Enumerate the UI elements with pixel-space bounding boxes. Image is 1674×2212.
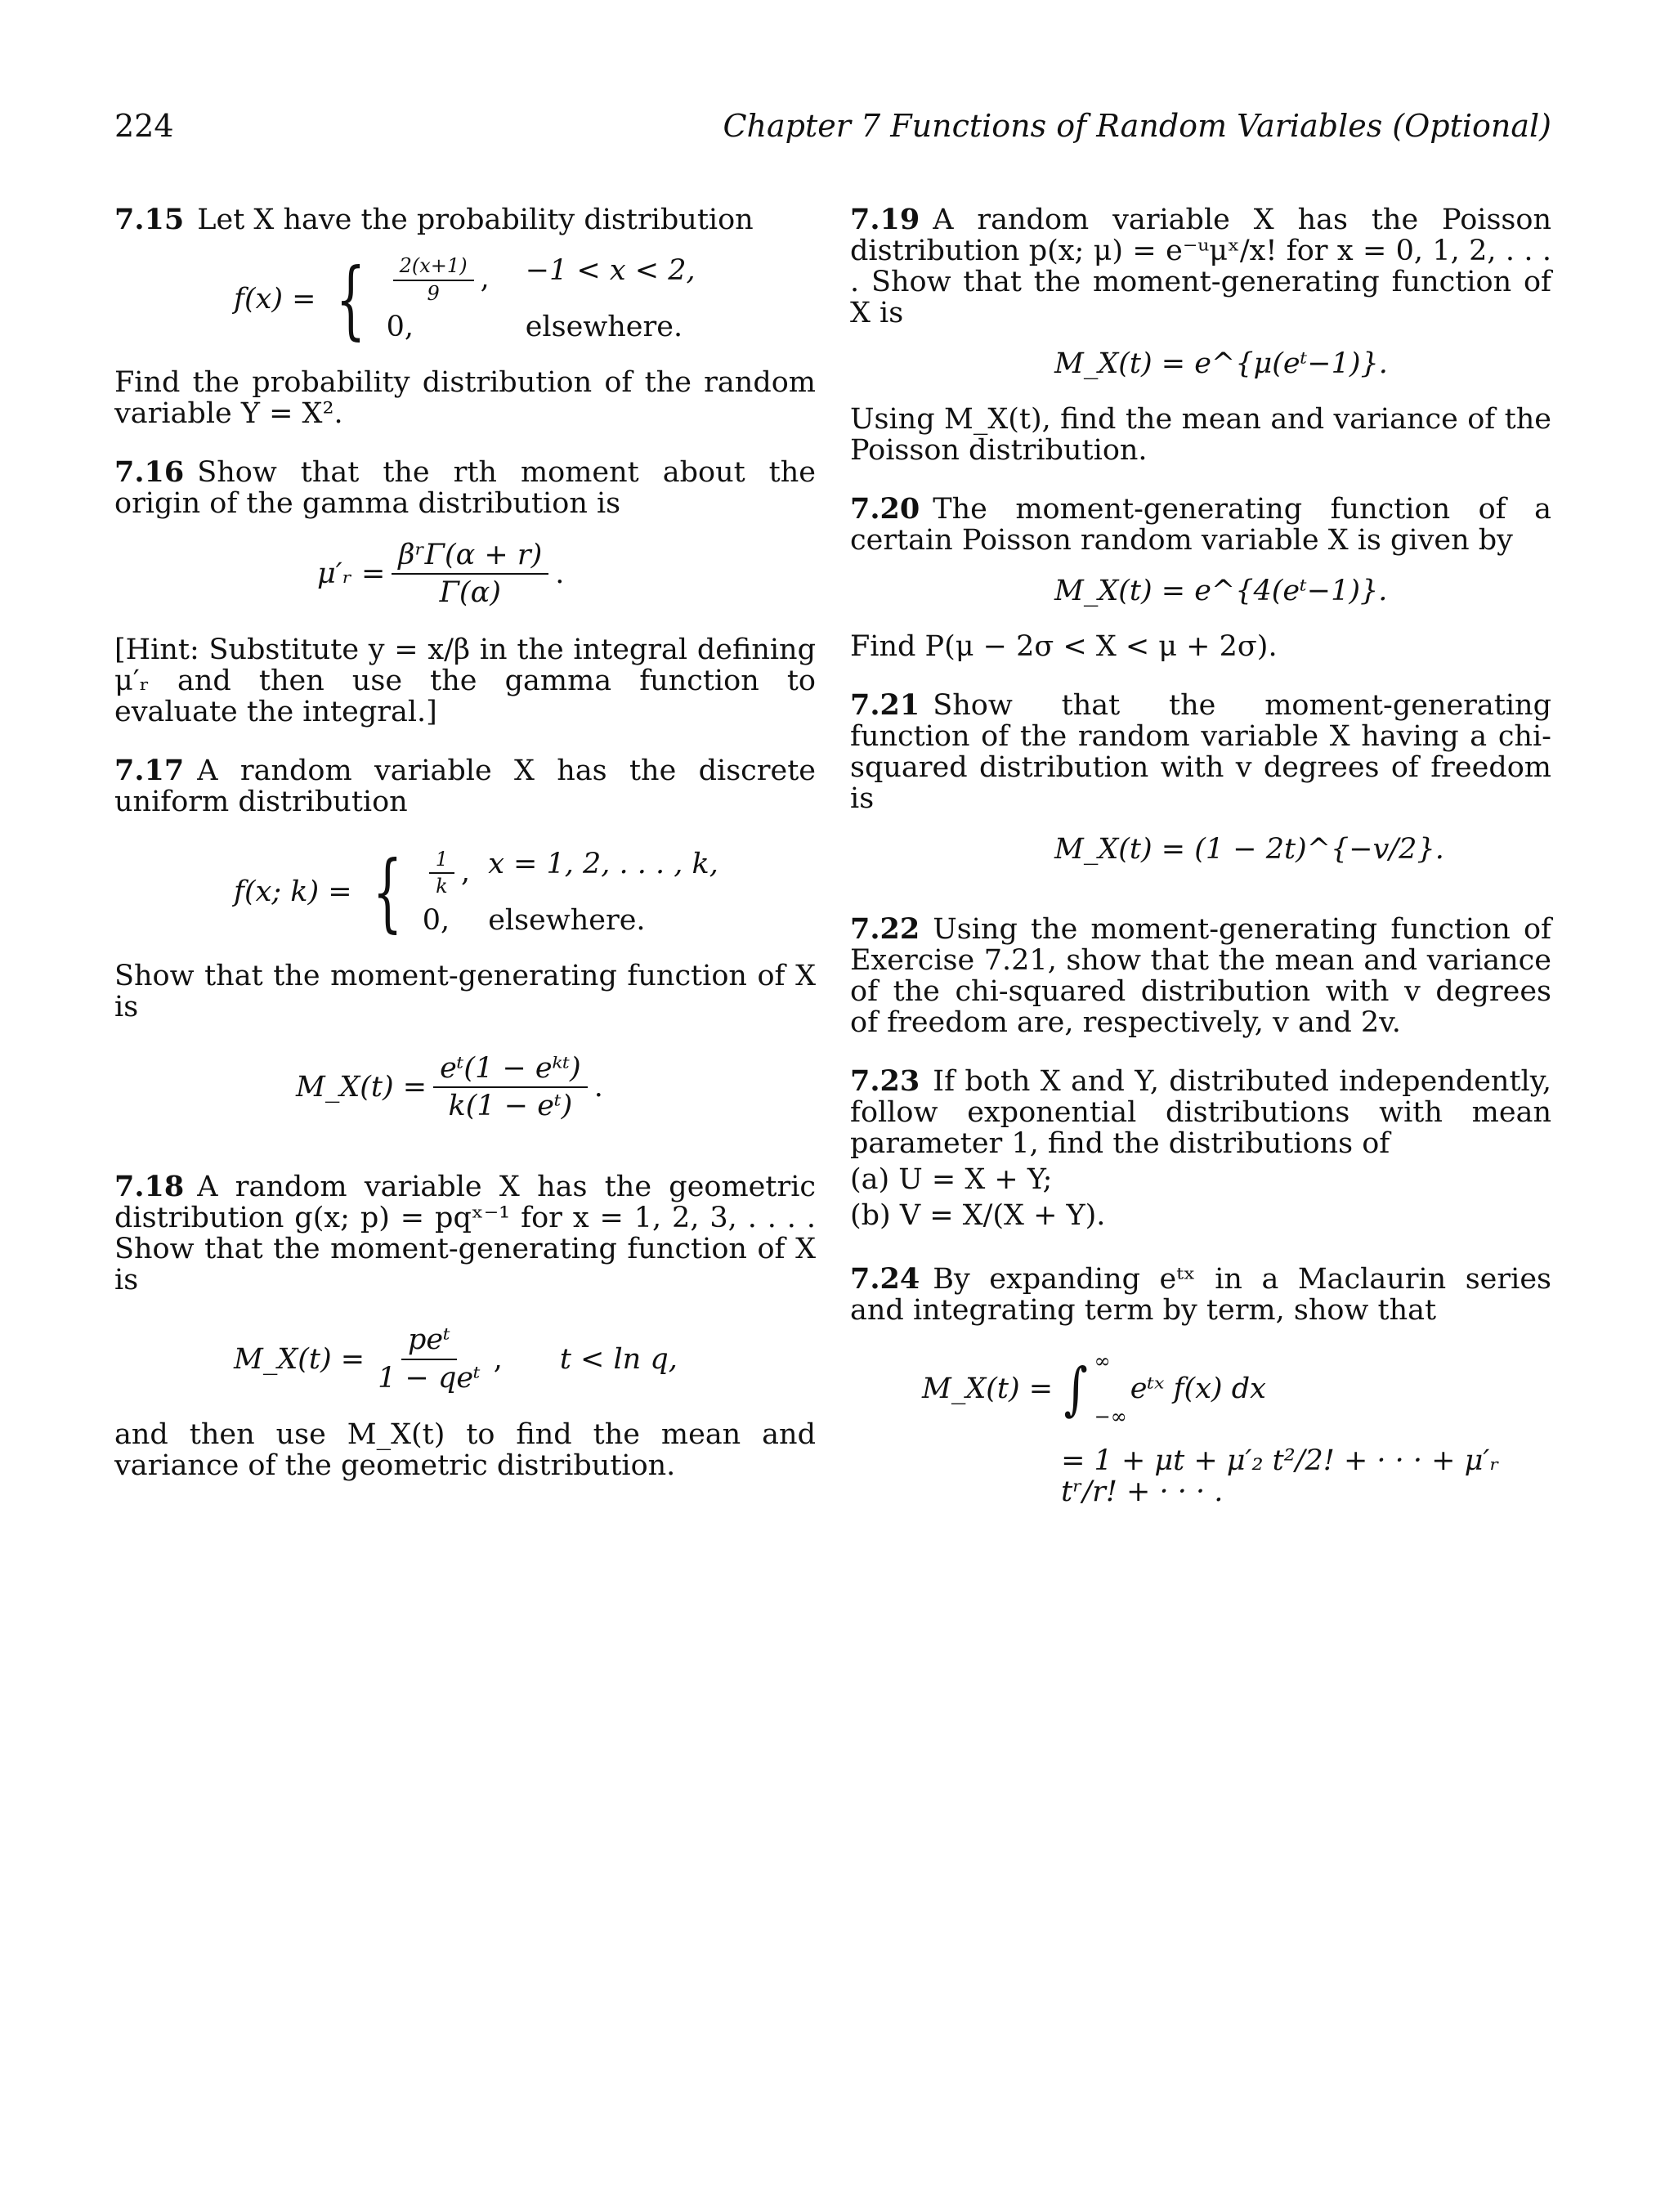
equation-lhs: M_X(t) = <box>296 1071 427 1104</box>
numerator: βʳΓ(α + r) <box>392 539 548 575</box>
denominator: 1 − qeᵗ <box>378 1361 481 1395</box>
cases: $\frac{2(x+1)}{9}$ , −1 < x < 2, 0, elsewhere. <box>386 254 696 344</box>
exercise-number: 7.18 <box>114 1170 185 1204</box>
exercise-number: 7.19 <box>850 203 920 236</box>
fraction <box>371 1323 487 1395</box>
mgf-equation <box>1054 834 1551 865</box>
exercise-text: A random variable X has the discrete uniform distribution <box>114 754 816 818</box>
exercise-text: If both X and Y, distributed independently, follow exponential distributions with mean parameter 1, find the distributions of <box>850 1065 1551 1160</box>
integral-lower: −∞ <box>1094 1405 1127 1428</box>
left-brace: { <box>336 249 366 349</box>
numerator: 2(x+1) <box>393 255 474 281</box>
case-value: 0, <box>422 903 450 937</box>
left-column <box>114 204 816 1496</box>
denominator: k(1 − eᵗ) <box>448 1090 573 1123</box>
piecewise-equation <box>234 842 816 943</box>
integrand: eᵗˣ f(x) dx <box>1130 1372 1266 1405</box>
exercise-parts <box>850 1164 1551 1231</box>
left-brace: { <box>372 842 402 943</box>
exercise-7-16 <box>114 457 816 728</box>
page-number: 224 <box>114 108 174 144</box>
exercise-text: and then use M_X(t) to find the mean and variance of the geometric distribution. <box>114 1417 816 1482</box>
integral-upper: ∞ <box>1094 1350 1111 1372</box>
integral-limits <box>1094 1346 1127 1432</box>
fraction <box>392 539 548 610</box>
exercise-text: Find the probability distribution of the random variable Y = X². <box>114 366 816 431</box>
hint-text: [Hint: Substitute y = x/β in the integral defining μ′ᵣ and then use the gamma function to evaluate the integral.] <box>114 633 816 728</box>
equation-lhs: f(x; k) = <box>234 875 352 909</box>
case-condition: x = 1, 2, . . . , k, <box>488 847 718 880</box>
exercise-7-24 <box>850 1264 1551 1507</box>
running-head: Chapter 7 Functions of Random Variables (Optional) <box>723 108 1551 144</box>
exercise-text: Find P(μ − 2σ < X < μ + 2σ). <box>850 630 1278 663</box>
case-condition: elsewhere. <box>488 903 646 937</box>
exercise-number: 7.21 <box>850 688 920 722</box>
part-a: (a) U = X + Y; <box>850 1163 1053 1196</box>
piecewise-equation <box>234 249 816 349</box>
integral-sign: ∫ <box>1063 1355 1088 1422</box>
numerator: 1 <box>429 849 454 875</box>
case-value: 0, <box>386 311 414 344</box>
right-column <box>850 204 1551 1522</box>
denominator: k <box>436 875 448 898</box>
denominator: 9 <box>427 281 440 305</box>
exercise-7-23 <box>850 1066 1551 1231</box>
exercise-text: Show that the moment-generating function of X is <box>114 959 816 1023</box>
exercise-number: 7.23 <box>850 1064 920 1098</box>
numerator: eᵗ(1 − eᵏᵗ) <box>433 1052 588 1088</box>
exercise-text: Using the moment-generating function of Exercise 7.21, show that the mean and variance of the chi-squared distribution with v degrees of freedom are, respectively, v and 2v. <box>850 913 1551 1039</box>
exercise-text: Show that the rth moment about the origin of the gamma distribution is <box>114 456 816 521</box>
equation-lhs: μ′ᵣ = <box>317 557 386 591</box>
exercise-number: 7.15 <box>114 203 185 236</box>
exercise-number: 7.20 <box>850 492 920 526</box>
exercise-number: 7.24 <box>850 1262 920 1296</box>
exercise-number: 7.17 <box>114 753 185 787</box>
exercise-text: A random variable X has the geometric distribution g(x; p) = pqˣ⁻¹ for x = 1, 2, 3, . . . . Show that the moment-generating function of X is <box>114 1171 816 1297</box>
exercise-7-21 <box>850 690 1551 865</box>
case-condition: elsewhere. <box>525 311 683 344</box>
exercise-text: A random variable X has the Poisson distribution p(x; μ) = e⁻ᵘμˣ/x! for x = 0, 1, 2, . . . . Show that the moment-generating function of X is <box>850 204 1551 329</box>
equation-lhs: M_X(t) = <box>234 1342 365 1376</box>
moment-equation: μ′ᵣ = $\frac{\text{βʳΓ(α + r)}}{\Gamma(\alpha)}$ . <box>317 539 565 610</box>
exercise-text: Let X have the probability distribution <box>197 204 754 236</box>
exercise-7-20 <box>850 494 1551 662</box>
cases: $\frac{1}{k}$ , x = 1, 2, . . . , k, 0, elsewhere. <box>422 847 718 937</box>
equation: M_X(t) = e^{4(eᵗ−1)}. <box>1054 575 1388 607</box>
fraction <box>429 849 454 898</box>
exercise-7-15 <box>114 204 816 429</box>
condition: t < ln q, <box>559 1342 678 1376</box>
part-b: (b) V = X/(X + Y). <box>850 1199 1106 1232</box>
mgf-equation: M_X(t) = $\frac{\text{peᵗ}}{\text{1 − qeᵗ}}$ , t < ln q, <box>234 1323 678 1395</box>
series-expansion: = 1 + μt + μ′₂ t²/2! + · · · + μ′ᵣ tʳ/r! + · · · . <box>1061 1444 1500 1508</box>
maclaurin-equation <box>922 1346 1551 1507</box>
exercise-7-18 <box>114 1171 816 1481</box>
exercise-text: The moment-generating function of a certain Poisson random variable X is given by <box>850 493 1551 557</box>
exercise-7-17 <box>114 755 816 1123</box>
case-condition: −1 < x < 2, <box>525 254 696 287</box>
exercise-text: Show that the moment-generating function of the random variable X having a chi-squared distribution with v degrees of freedom is <box>850 689 1551 815</box>
exercise-7-19 <box>850 204 1551 466</box>
exercise-text: Using M_X(t), find the mean and variance of the Poisson distribution. <box>850 403 1551 467</box>
exercise-number: 7.16 <box>114 455 185 490</box>
exercise-number: 7.22 <box>850 912 920 946</box>
mgf-equation <box>1054 575 1551 607</box>
equation-lhs: f(x) = <box>234 282 316 316</box>
exercise-text: By expanding eᵗˣ in a Maclaurin series and integrating term by term, show that <box>850 1263 1551 1327</box>
equation: M_X(t) = e^{μ(eᵗ−1)}. <box>1054 347 1388 380</box>
mgf-equation <box>1054 348 1551 379</box>
fraction <box>393 255 474 305</box>
denominator: Γ(α) <box>439 576 501 610</box>
fraction <box>433 1052 588 1123</box>
exercise-7-22 <box>850 914 1551 1038</box>
equation-lhs: M_X(t) = <box>922 1372 1054 1405</box>
equation: M_X(t) = (1 − 2t)^{−v/2}. <box>1054 833 1444 866</box>
mgf-equation: M_X(t) = $\frac{\text{eᵗ(1 − eᵏᵗ)}}{\text{k(1 − eᵗ)}}$ . <box>296 1051 603 1123</box>
numerator: peᵗ <box>401 1323 457 1359</box>
